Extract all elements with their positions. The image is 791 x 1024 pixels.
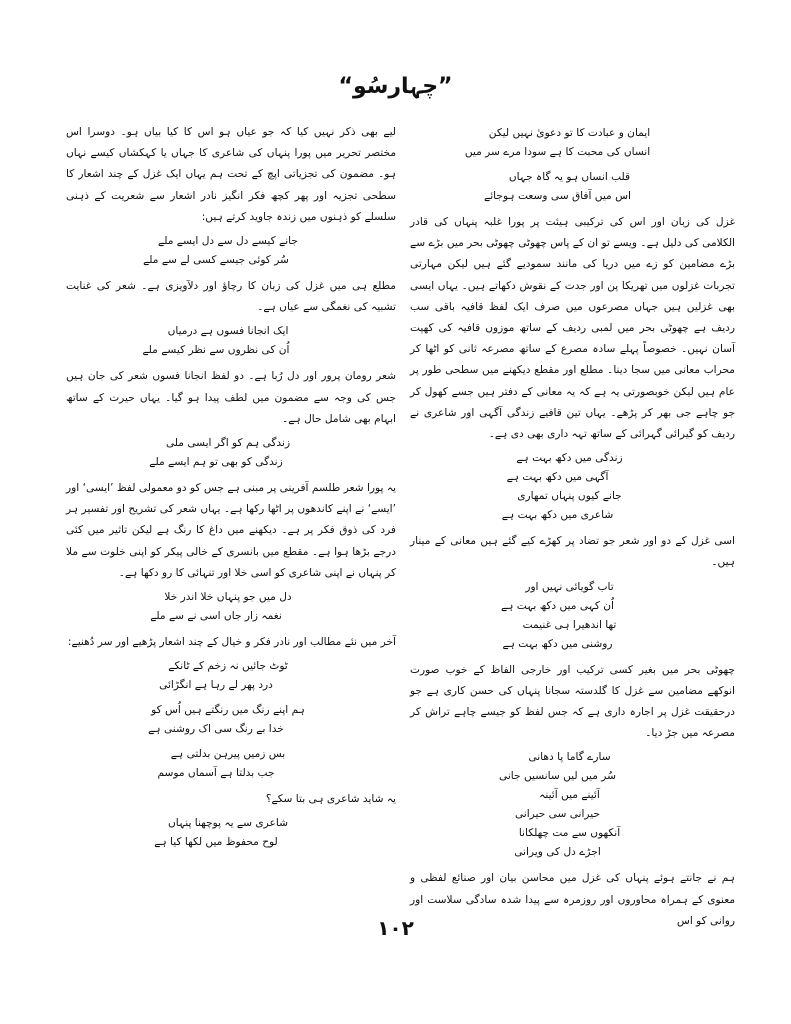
verse-line: تاب گویائی نہیں اور: [525, 580, 614, 593]
verse-line: لوح محفوظ میں لکھا کیا ہے: [154, 836, 278, 849]
verse-block: [66, 232, 396, 270]
verse-line: شاعری میں دکھ بہت ہے: [501, 509, 614, 522]
verse-line: سُر کوئی جیسے کسی لے سے ملے: [143, 254, 289, 267]
paragraph: شعر رومان پرور اور دل رُبا ہے۔ دو لفظ انجانا فسوں شعر کی جان ہیں جس کی وجہ سے مضمون میں لطف پیدا ہو گیا۔ یہاں حیرت کے ساتھ ابہام بھی شامل حال ہے۔: [66, 370, 396, 425]
paragraph: یہ شاید شاعری ہی بتا سکے؟: [265, 793, 396, 806]
verse-line: اُن کہی میں دکھ بہت ہے: [500, 599, 614, 612]
verse-line: زندگی میں دکھ بہت ہے: [516, 452, 623, 465]
verse-block: [66, 434, 396, 472]
paragraph: غزل کی زبان اور اس کی ترکیبی ہیئت پر پورا غلبہ پنہاں کی قادر الکلامی کی دلیل ہے۔ ویسے تو ان کے پاس چھوٹی چھوٹی بحر میں بڑے سے بڑے مضامین کو زے میں دریا کی مانند سمودیے گئے ہیں لیکن مہارتی تجربات غزلوں میں تھریکا پن اور جدت کے نقوش دکھاتے ہیں۔ یہاں ایسی بھی غزلیں ہیں جہاں مصرعوں میں صرف ایک لفظ قافیہ باقی سب ردیف ہے چھوٹی بحر میں لمبی ردیف کے ساتھ موزوں قافیہ کی کھپت آسان نہیں۔ خصوصاً پہلے سادہ مصرع کے ساتھ مصرعہ ثانی کو اٹھا کر محراب معانی میں سجا دینا۔ مطلع اور مقطع دیکھنے میں سطحی طور پر عام ہیں لیکن خوبصورتی یہ ہے کہ یہ معانی کے دفتر ہیں جسے کھول کر جو چاہے جی بھر کر پڑھے۔ یہاں تین قافیے زندگی آگہی اور شاعری نے ردیف کو گیرائی گہرائی کے ساتھ تہہ داری بھی دی ہے۔: [410, 216, 735, 441]
verse-line: ٹوٹ جائیں نہ زخم کے ٹانکے: [168, 660, 288, 673]
verse-line: ایک انجانا فسوں ہے درمیاں: [167, 325, 289, 338]
verse-line: روشنی میں دکھ بہت ہے: [502, 637, 613, 650]
verse-line: نغمہ زار جاں اسی نے سے ملے: [150, 610, 282, 623]
verse-block: [410, 748, 735, 862]
paragraph: لیے بھی ذکر نہیں کیا کہ جو عیاں ہو اس کا کیا بیاں ہو۔ دوسرا اس مختصر تحریر میں پورا پنہاں کی شاعری کا جہاں یا کہکشاں کیسے نہاں ہو۔ مضمون کی تجزیاتی اپچ کے تحت ہم یہاں ایک غزل کے چند اشعار کا سطحی تجزیہ اور پھر کچھ فکر انگیز نادر اشعار سے شعریت کے ذہنی سلسلے کو ذہنوں میں زندہ جاوید کرتے ہیں:: [66, 126, 396, 223]
right-column: [410, 122, 735, 927]
verse-line: آگہی میں دکھ بہت ہے: [506, 471, 609, 484]
verse-block: [66, 814, 396, 852]
left-column: [66, 122, 396, 892]
page-number: ۱۰۲: [377, 916, 414, 940]
paragraph: چھوٹی بحر میں بغیر کسی ترکیب اور خارجی الفاظ کے خوب صورت انوکھے مضامین سے غزل کا گلدستہ سجانا پنہاں کی حسن کاری ہے جو درحقیقت غزل پر اجارہ داری ہے کہ جس لفظ کو جیسے چاہے تراش کر مصرعہ میں جڑ دیا۔: [410, 663, 735, 740]
verse-line: قلب انساں ہو یہ گاہ جہاں: [508, 171, 631, 183]
verse-line: جانے کیسے دل سے دل ایسے ملے: [158, 235, 298, 248]
verse-block: [66, 322, 396, 360]
verse-line: اُن کی نظروں سے نظر کیسے ملے: [142, 344, 290, 357]
verse-block: [66, 657, 396, 695]
paragraph: مطلع ہی میں غزل کی زبان کا رچاؤ اور دلآویزی ہے۔ شعر کی غنایت تشبیہ کی نغمگی سے عیاں ہے۔: [66, 280, 396, 314]
verse-line: خدا بے رنگ سی اک روشنی ہے: [148, 723, 284, 736]
verse-line: جانے کیوں پنہاں تمھاری: [517, 490, 622, 503]
verse-line: ایمان و عبادت کا تو دعویٰ نہیں لیکن: [488, 127, 651, 139]
verse-block: [66, 588, 396, 626]
verse-line: زندگی ہم کو اگر ایسی ملی: [165, 437, 291, 450]
verse-line: سُر میں لیں سانسیں جانی: [499, 770, 616, 783]
paragraph: یہ پورا شعر طلسم آفرینی پر مبنی ہے جس کو دو معمولی لفظ ’ایسی‘ اور ’ایسے‘ نے اپنے کاندھوں پر اٹھا رکھا ہے۔ یہاں شعر کی تشریح اور تفسیر ہر فرد کی ذوق فکر پر ہے۔ دیکھنے میں داغ کا رنگ ہے لیکن تاثیر میں کئی درجے بڑھا ہوا ہے۔ مقطع میں بانسری کے خالی پیکر کو اپنی خلوت سے ملا کر پنہاں نے اپنی شاعری کو اسی خلا اور تنہائی کا رو دکھا ہے۔: [66, 482, 396, 579]
verse-block: [410, 168, 735, 206]
verse-line: شاعری سے یہ پوچھنا پنہاں: [168, 817, 288, 830]
verse-block: [66, 701, 396, 739]
verse-line: آئینے میں آئینہ: [539, 789, 600, 802]
verse-block: [410, 124, 735, 162]
paragraph: آخر میں نئے مطالب اور نادر فکر و خیال کے چند اشعار پڑھیے اور سر دُھنیے:: [67, 636, 396, 649]
verse-line: زندگی کو بھی تو ہم ایسے ملے: [149, 456, 283, 469]
verse-line: انساں کی محبت کا ہے سودا مرے سر میں: [464, 146, 651, 158]
page-title: ”چہارسُو“: [338, 74, 453, 99]
verse-line: سارے گاما پا دھانی: [528, 751, 611, 764]
verse-line: تھا اندھیرا ہی غنیمت: [522, 618, 617, 631]
verse-line: بس زمیں پیرہن بدلتی ہے: [170, 748, 286, 761]
verse-line: دل میں جو پنہاں خلا اندر خلا: [164, 591, 292, 604]
paragraph: ہم نے جانتے ہوئے پنہاں کی غزل میں محاسن بیان اور صنائع لفظی و معنوی کے ہمراہ محاوروں اور روزمرہ سے پیدا شدہ سادگی سلاست اور روانی کو اس: [410, 872, 735, 927]
verse-line: اجڑے دل کی ویرانی: [514, 846, 601, 859]
verse-block: [410, 449, 735, 525]
verse-line: حیرانی سی حیرانی: [514, 808, 601, 821]
verse-line: جب بدلتا ہے آسماں موسم: [157, 767, 275, 780]
verse-block: [66, 745, 396, 783]
paragraph: اسی غزل کے دو اور شعر جو تضاد پر کھڑے کیے گئے ہیں معانی کے مینار ہیں۔: [410, 535, 735, 569]
verse-line: اس میں آفاق سی وسعت ہوجائے: [484, 190, 631, 202]
verse-line: آنکھوں سے مت چھلکانا: [518, 827, 621, 840]
verse-block: [410, 578, 735, 654]
verse-line: ہم اپنے رنگ میں رنگتے ہیں اُس کو: [151, 704, 305, 717]
verse-line: درد پھر لے رہا ہے انگڑائی: [159, 679, 273, 692]
